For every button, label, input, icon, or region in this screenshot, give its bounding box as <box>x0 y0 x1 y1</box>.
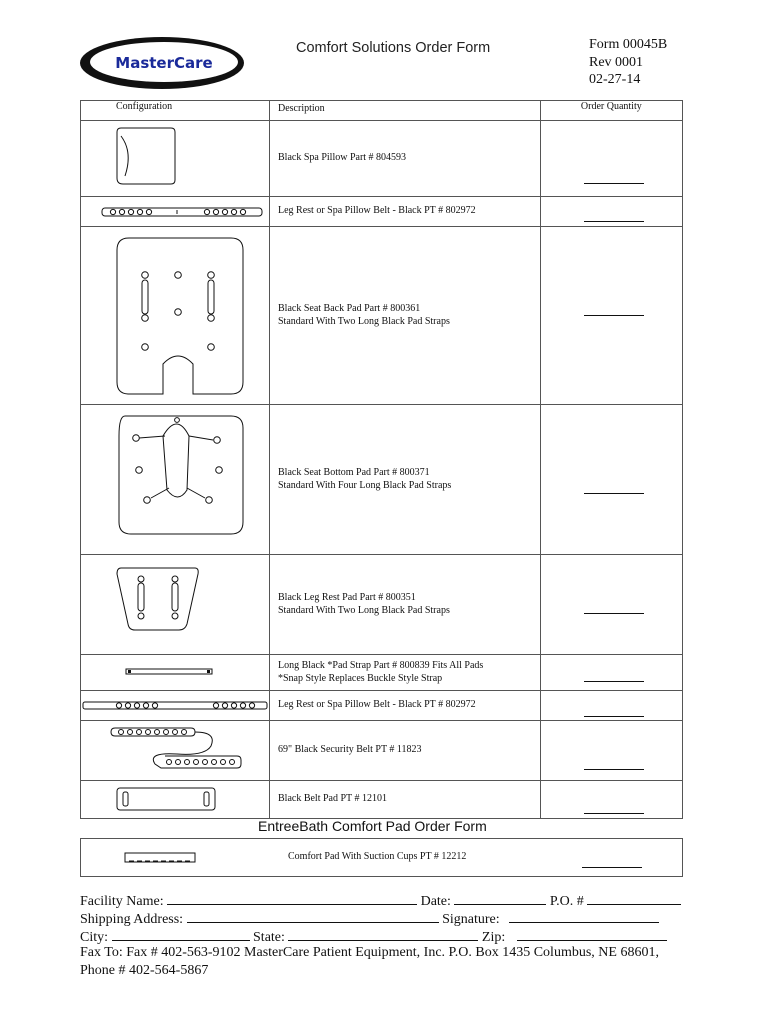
configuration-cell <box>81 721 270 781</box>
form-title: Comfort Solutions Order Form <box>296 40 491 56</box>
signature-label: Signature: <box>442 912 500 927</box>
logo-text: MasterCare <box>115 54 213 72</box>
po-label: P.O. # <box>549 894 584 909</box>
form-revision: Rev 0001 <box>589 54 644 70</box>
table-row <box>81 555 683 655</box>
state-input[interactable] <box>288 927 478 941</box>
seat-back-pad-icon <box>81 228 269 404</box>
quantity-cell[interactable] <box>540 405 682 555</box>
quantity-cell[interactable] <box>540 721 682 781</box>
quantity-line <box>584 221 644 222</box>
mastercare-logo <box>78 35 246 91</box>
pad-strap-icon <box>81 656 269 690</box>
configuration-cell <box>81 197 270 227</box>
quantity-cell[interactable] <box>540 691 682 721</box>
quantity-line <box>584 315 644 316</box>
pillow-belt-icon <box>81 692 269 720</box>
table-row <box>81 121 683 197</box>
configuration-cell <box>81 691 270 721</box>
quantity-cell[interactable] <box>540 227 682 405</box>
pillow-belt-icon <box>81 198 269 226</box>
shipping-fields <box>80 891 681 945</box>
table-header-row <box>81 101 683 121</box>
city-input[interactable] <box>112 927 250 941</box>
comfort-pad-quantity-line[interactable] <box>582 867 642 868</box>
table-row <box>81 691 683 721</box>
quantity-line <box>584 493 644 494</box>
quantity-line <box>584 813 644 814</box>
form-number: Form 00045B <box>589 37 668 52</box>
comfort-pad-row <box>80 838 683 877</box>
description-cell: Black Spa Pillow Part # 804593 <box>270 121 541 197</box>
date-input[interactable] <box>454 891 546 905</box>
zip-label: Zip: <box>481 930 506 945</box>
spa-pillow-icon <box>81 122 269 196</box>
quantity-line <box>584 183 644 184</box>
configuration-cell <box>81 781 270 819</box>
description-cell: Black Leg Rest Pad Part # 800351 Standard With Two Long Black Pad Straps <box>270 555 541 655</box>
security-belt-icon <box>81 722 269 780</box>
description-cell: Leg Rest or Spa Pillow Belt - Black PT # 802972 <box>270 691 541 721</box>
quantity-line <box>584 716 644 717</box>
table-row <box>81 405 683 555</box>
date-label: Date: <box>420 894 451 909</box>
table-row <box>81 781 683 819</box>
table-row <box>81 227 683 405</box>
description-cell: Black Seat Back Pad Part # 800361 Standard With Two Long Black Pad Straps <box>270 227 541 405</box>
quantity-cell[interactable] <box>540 197 682 227</box>
entreebath-title: EntreeBath Comfort Pad Order Form <box>258 818 487 834</box>
comfort-pad-icon <box>123 851 203 865</box>
quantity-cell[interactable] <box>540 655 682 691</box>
belt-pad-icon <box>81 782 269 818</box>
column-header-quantity: Order Quantity <box>540 101 682 121</box>
configuration-cell <box>81 405 270 555</box>
configuration-cell <box>81 655 270 691</box>
configuration-cell <box>81 227 270 405</box>
facility-input[interactable] <box>167 891 417 905</box>
column-header-configuration: Configuration <box>81 101 270 121</box>
description-cell: Black Seat Bottom Pad Part # 800371 Standard With Four Long Black Pad Straps <box>270 405 541 555</box>
zip-input[interactable] <box>517 927 667 941</box>
shipping-input[interactable] <box>187 909 439 923</box>
seat-bottom-pad-icon <box>81 406 269 554</box>
quantity-cell[interactable] <box>540 555 682 655</box>
quantity-line <box>584 613 644 614</box>
configuration-cell <box>81 121 270 197</box>
po-input[interactable] <box>587 891 681 905</box>
shipping-label: Shipping Address: <box>80 912 184 927</box>
state-label: State: <box>253 930 285 945</box>
table-row <box>81 655 683 691</box>
quantity-cell[interactable] <box>540 121 682 197</box>
table-row <box>81 197 683 227</box>
quantity-cell[interactable] <box>540 781 682 819</box>
quantity-line <box>584 769 644 770</box>
description-cell: 69" Black Security Belt PT # 11823 <box>270 721 541 781</box>
description-cell: Leg Rest or Spa Pillow Belt - Black PT # 802972 <box>270 197 541 227</box>
table-row <box>81 721 683 781</box>
form-date: 02-27-14 <box>589 72 641 87</box>
quantity-line <box>584 681 644 682</box>
description-cell: Long Black *Pad Strap Part # 800839 Fits All Pads *Snap Style Replaces Buckle Style Strap <box>270 655 541 691</box>
column-header-description: Description <box>270 101 541 121</box>
form-meta <box>589 36 667 89</box>
order-table <box>80 100 683 819</box>
fax-instructions: Fax To: Fax # 402-563-9102 MasterCare Patient Equipment, Inc. P.O. Box 1435 Columbus, NE 68601, Phone # 402-564-5867 <box>80 945 659 978</box>
description-cell: Black Belt Pad PT # 12101 <box>270 781 541 819</box>
signature-input[interactable] <box>509 909 659 923</box>
facility-label: Facility Name: <box>80 894 164 909</box>
leg-rest-pad-icon <box>81 556 269 654</box>
configuration-cell <box>81 555 270 655</box>
comfort-pad-description: Comfort Pad With Suction Cups PT # 12212 <box>288 851 467 862</box>
city-label: City: <box>80 930 109 945</box>
